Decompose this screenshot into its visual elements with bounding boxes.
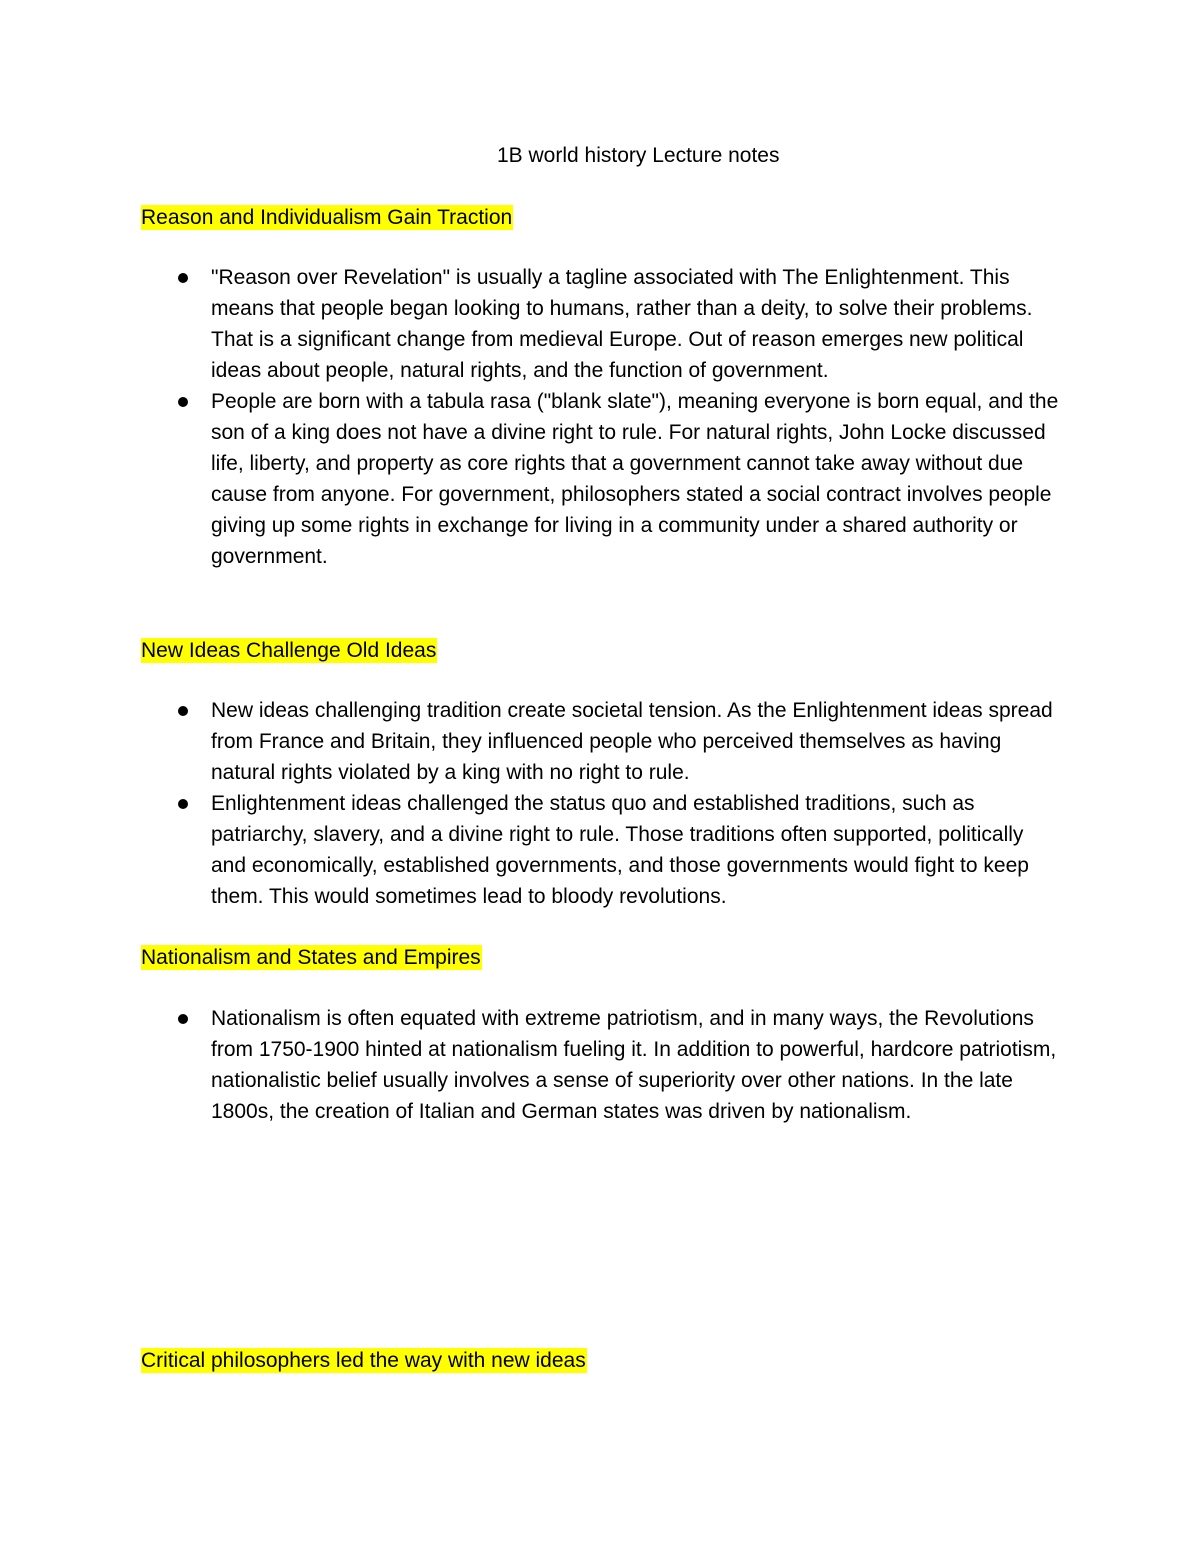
highlighted-heading-text: New Ideas Challenge Old Ideas [141, 639, 437, 662]
list-item [0, 386, 1061, 572]
list-item [0, 788, 1061, 912]
bullet-icon [178, 397, 188, 407]
highlighted-heading-text: Reason and Individualism Gain Traction [141, 206, 513, 229]
list-item-text: Enlightenment ideas challenged the status quo and established traditions, such as patriarchy, slavery, and a divine right to rule. Those traditions often supported, politically and economically, established governments, and those governments would fight to keep them. This would sometimes lead to bloody revolutions. [211, 792, 1029, 908]
bullet-icon [178, 799, 188, 809]
section-heading-reason-individualism [141, 204, 513, 232]
list-item-text: Nationalism is often equated with extreme patriotism, and in many ways, the Revolutions from 1750-1900 hinted at nationalism fueling it. In addition to powerful, hardcore patriotism, nationalistic belief usually involves a sense of superiority over other nations. In the late 1800s, the creation of Italian and German states was driven by nationalism. [211, 1007, 1057, 1123]
list-item [0, 695, 1061, 788]
section-heading-critical-philosophers [141, 1347, 587, 1375]
list-item-text: "Reason over Revelation" is usually a tagline associated with The Enlightenment. This means that people began looking to humans, rather than a deity, to solve their problems. That is a significant change from medieval Europe. Out of reason emerges new political ideas about people, natural rights, and the function of government. [211, 266, 1033, 382]
highlighted-heading-text: Nationalism and States and Empires [141, 946, 481, 969]
bullet-icon [178, 1014, 188, 1024]
bullet-icon [178, 273, 188, 283]
bullet-list-nationalism [0, 1003, 1200, 1127]
list-item [0, 262, 1061, 386]
list-item [0, 1003, 1061, 1127]
list-item-text: New ideas challenging tradition create societal tension. As the Enlightenment ideas spread from France and Britain, they influenced people who perceived themselves as having natural rights violated by a king with no right to rule. [211, 699, 1053, 784]
highlighted-heading-text: Critical philosophers led the way with new ideas [141, 1349, 586, 1372]
section-heading-nationalism [141, 944, 482, 972]
section-heading-new-ideas [141, 637, 437, 665]
bullet-icon [178, 706, 188, 716]
bullet-list-new-ideas [0, 695, 1200, 912]
document-title: 1B world history Lecture notes [497, 144, 780, 167]
list-item-text: People are born with a tabula rasa ("blank slate"), meaning everyone is born equal, and the son of a king does not have a divine right to rule. For natural rights, John Locke discussed life, liberty, and property as core rights that a government cannot take away without due cause from anyone. For government, philosophers stated a social contract involves people giving up some rights in exchange for living in a community under a shared authority or government. [211, 390, 1059, 568]
bullet-list-reason-individualism [0, 262, 1200, 572]
